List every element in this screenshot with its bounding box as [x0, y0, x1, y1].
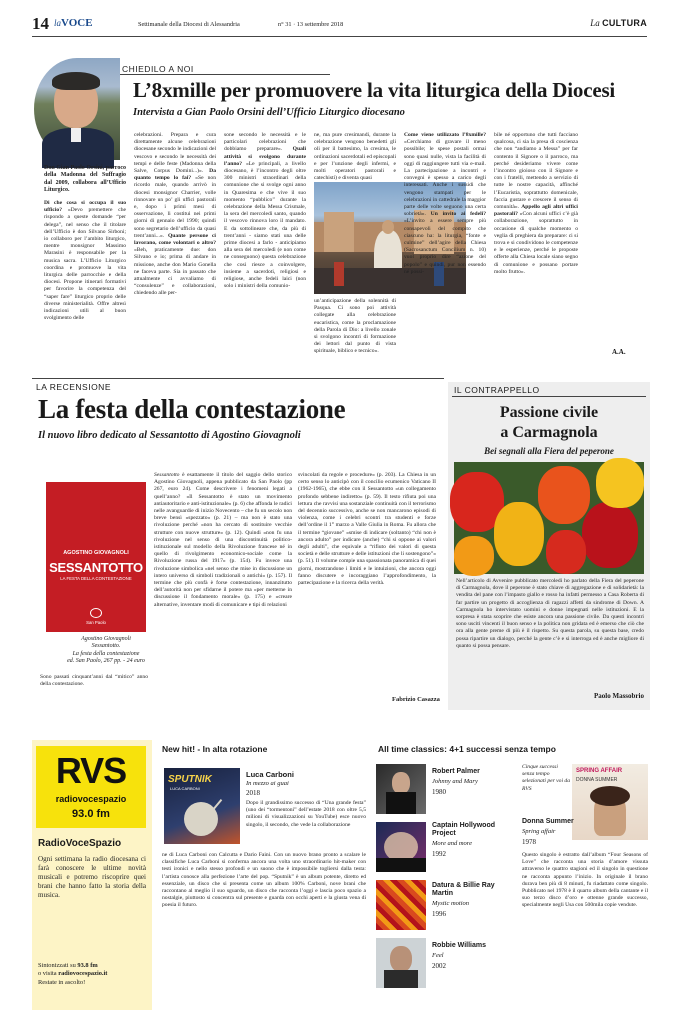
tune-prefix-2: o visita: [38, 970, 59, 978]
contrappello-body: Nell’articolo di Avvenire pubblicato mercoledì ho parlato della Fiera del peperone di Carmagnola, dove il peperone è stato chiave di aggregazione e di solidarietà: la vendita del pane con l’impasto giallo e rosso ha infatti permesso a Casa Roberta di far partire un progetto di accoglienza di ragazzi affetti da sindrome di Down. A Carmagnola ho intervistato uomini e donne impegnati nelle istituzioni. E la sorpresa è stata scoprire che esiste ancora una passione civile. Da questi incontri sono usciti vincenti il buon senso e la politica non gridata ed è emerso che ciò che ora alla gente preme di più è il rispetto. Su questa parola, su questa base, credo possa ripartire un dialogo, perché la gente c’è e si interroga ed è anche migliore di quanto si possa pensare.: [456, 578, 644, 649]
rvs-frequency: 93.0 fm: [72, 808, 110, 820]
book-author: AGOSTINO GIOVAGNOLI: [63, 550, 129, 556]
rvs-logo-subtitle: radiovocespazio: [55, 794, 127, 804]
peppers-photo: [454, 462, 644, 574]
album-art-title: SPUTNIK: [168, 774, 212, 785]
newspaper-logo: [54, 17, 93, 29]
rvs-description: Ogni settimana la radio diocesana ci farà conoscere le ultime novità musicali e potremo riscoprire quei brani che hanno fatto la storia della musica.: [38, 855, 146, 900]
book-caption-line-2: Sessantotto.: [91, 643, 121, 650]
rvs-heading: RadioVoceSpazio: [38, 838, 122, 849]
interview-col-2: celebrazioni. Prepara e cura direttamente alcune celebrazioni diocesane secondo le indicazioni del vescovo e secondo le necessità dei tempi e delle feste (Madonna della Salve, Corpus Domini...)». Da quanto tempo lo fai? «Se non ricordo male, quando arrivò in diocesi monsignor Charrier, volle rinnovare un po’ gli uffici pastorali e, dopo i primi mesi di osservazione, li costituì nei primi giorni di gennaio del 1990; quindi sono segretario dell’ufficio da quasi trent’anni...». Quante persone ci lavorano, come volontari o altro? «Beh, praticamente due: don Silvano e io; prima di andare in missione, anche don Mario Gonella ne faceva parte. Sia in passato che attualmente ci avvaliamo di “consulenze” e collaborazioni, chiedendo alle per-: [134, 132, 216, 297]
new-hit-intro: Dopo il grandissimo successo di “Una grande festa” (uno dei “tormentoni” dell’estate 2018 con oltre 5,5 milioni di visualizzazioni su YouTube) esce nuovo singolo, il secondo, che vede la collaborazione: [246, 800, 366, 828]
featured-song: Spring affair: [522, 828, 556, 835]
tune-frequency: 93.8 fm: [77, 962, 98, 969]
interview-col-4-top: ne, ma pure cresimandi, durante la celebrazione vengono benedetti gli oli per il battesimo, la cresima, le ordinazioni sacerdotali ed episcopali e per l’unzione degli infermi, e molti operatori pastorali e catechisti) e diventa quasi: [314, 132, 396, 182]
classic-3-artist: Datura & Billie Ray Martin: [432, 882, 495, 897]
review-col-1: Sono passati cinquant’anni dal “mitico” anno della contestazione.: [40, 674, 148, 688]
tune-website-link[interactable]: radiovocespazio.it: [58, 970, 108, 978]
classic-1-artist: Robert Palmer: [432, 768, 480, 775]
classic-4-year: 2002: [432, 962, 446, 970]
book-caption-line-4: ed. San Paolo, 267 pp. - 24 euro: [67, 658, 145, 665]
new-hit-song: In mezzo ai guai: [246, 780, 289, 787]
rvs-logo-text: RVS: [55, 750, 127, 791]
rvs-logo: [36, 746, 146, 828]
interview-signature: A.A.: [612, 348, 626, 356]
section-name: CULTURA: [602, 18, 647, 28]
publisher-logo-icon: [90, 608, 102, 618]
interview-subtitle: Intervista a Gian Paolo Orsini dell’Ufficio Liturgico diocesano: [133, 107, 405, 118]
featured-year: 1978: [522, 838, 536, 846]
classic-2-artist: Captain Hollywood Project: [432, 822, 495, 837]
rvs-tune-in: [38, 962, 150, 996]
interview-title: L’8xmille per promuovere la vita liturgica della Diocesi: [133, 78, 616, 102]
featured-artist: Donna Summer: [522, 818, 574, 825]
classic-1-song: Johnny and Mary: [432, 778, 478, 785]
tune-line-3: Restate in ascolto!: [38, 978, 86, 986]
sputnik-album-art: [164, 768, 240, 844]
review-subtitle: Il nuovo libro dedicato al Sessantotto di Agostino Giovagnoli: [38, 430, 301, 441]
interview-kicker: CHIEDILO A NOI: [122, 64, 194, 74]
section-prefix: La: [590, 18, 600, 28]
new-hit-artist: Luca Carboni: [246, 770, 294, 779]
book-caption: [56, 636, 156, 670]
classic-cover-2: [376, 822, 426, 872]
classic-1-year: 1980: [432, 788, 446, 796]
header-rule: [32, 36, 647, 37]
logo-voce: VOCE: [61, 17, 93, 29]
contrappello-signature: Paolo Massobrio: [594, 692, 644, 700]
review-col-2: Sessantotto è esattamente il titolo del saggio dello storico Agostino Giovagnoli, appena pubblicato da San Paolo (pp 267, euro 24). Come descrivere i fenomeni legati a quell’anno? «Il Sessantotto è stato un movimento antiautoritario e anti-istituzionale» (p. 6) che affonda le radici nelle avanguardie di inizio Novecento – che fu un secolo non breve bensì «spezzato» (p. 21) – ma non è stato una rivoluzione perché «non ha cercato di sostituire vecchie strutture con nuove strutture» (p. 12). Quindi «non fu una rivoluzione nel senso di una discontinuità politico-istituzionale sul modello della Rivoluzione francese né in quello di rivolgimento economico-sociale come la Rivoluzione russa del 1917» (p. 154). Fu invece una rivoluzione simbolica «nel senso che mise in discussione un intero universo di simboli tradizionali o antichi» (p. 157). Il termine che più confà è forse contestazione, innanzitutto dell’autorità non per sfidarne il potere ma «per metterne in discussione il fondamento morale» (p. 175) e «creare alternative, inventare modi di comunicare e tipi di relazioni: [154, 472, 292, 608]
interview-col-4-bottom: un’anticipazione della solennità di Pasqua. Ci sono poi attività collegate alla celebrazione eucaristica, come la proclamazione della Parola di Dio: a livello zonale si svolgono incontri di formazione dei lettori dal punto di vista spirituale, biblico e tecnico».: [314, 298, 396, 355]
review-title: La festa della contestazione: [38, 394, 346, 424]
contrappello-subtitle: Bei segnali alla Fiera del peperone: [484, 446, 614, 456]
classic-3-song: Mystic motion: [432, 900, 470, 907]
classics-body: Questo singolo è estratto dall’album “Four Seasons of Love” che racconta una storia d’amore vissuta attraverso le quattro stagioni ed il singolo in questione ne racconta appunto l’inizio. In originale il brano durava ben più di 8 minuti, fu riadattato come singolo. Pubblicato nel 1978 è il quarto album della cantante e il suo terzo disco d’oro e ottenne grande successo, specialmente negli Usa con 500mila copie vendute.: [522, 852, 648, 909]
review-top-rule: [32, 378, 444, 379]
classics-intro: Cinque successi senza tempo selezionati per voi da RVS: [522, 764, 571, 792]
featured-art-title: SPRING AFFAIR: [576, 768, 623, 774]
book-cover: [46, 482, 146, 632]
page-number: 14: [32, 14, 49, 33]
book-caption-line-1: Agostino Giovagnoli: [81, 636, 131, 642]
contrappello-title-1: Passione civile: [499, 404, 599, 421]
interview-col-5: Come viene utilizzato l’8xmille? «Cerchiamo di gravare il meno possibile; le spese postali ormai sono quasi nulle, vista la facilità di oggi di raggiungere tutti via e-mail. La partecipazione a incontri e convegni è spesso a carico degli interessati. Anche i sussidi che vengono stampati per le celebrazioni in cattedrale la maggior parte delle volte seguono una certa sobrietà». Un invito ai fedeli? «L’invito a essere sempre più consapevoli del compito che ciascuno ha: la liturgia, “fonte e culmine” dell’agire della Chiesa (Sacrosanctum Concilium n. 10) vuol proprio dire “azione del popolo” e quindi, pur non essendo né possi-: [404, 132, 486, 275]
book-publisher: San Paolo: [86, 620, 106, 625]
classic-3-year: 1996: [432, 910, 446, 918]
interview-col-3: sone secondo le necessità e le particolari celebrazioni che dobbiamo preparare». Quali attività si svolgono durante l’anno? «Le principali, a livello diocesano, è l’incontro degli oltre 300 ministri straordinari della comunione che si svolge ogni anno in Quaresima e che vive il suo momento “pubblico” durante la celebrazione della Messa Crismale, la sera del mercoledì santo, quando il vescovo rinnova loro il mandato. E da sottolineare che, da più di trent’anni - siamo stati una delle prime diocesi a farlo - anticipiamo alla sera del mercoledì (e non come ne conseguono) questa celebrazione che così riesce a coinvolgere, insieme a sacerdoti, religiosi e religiose, anche fedeli laici (non solo i ministri della comunio-: [224, 132, 306, 290]
new-hit-header: New hit! - In alta rotazione: [162, 744, 268, 754]
book-subtitle: LA FESTA DELLA CONTESTAZIONE: [60, 576, 132, 581]
logo-la: la: [54, 18, 62, 28]
new-hit-body: ne di Luca Carboni con Calcutta e Dario Faini. Con un nuovo brano pronto a scalare le classifiche Luca Carboni si conferma ancora una volta uno straordinario hit-maker con testi ironici e nello stesso profondi e un suono che è impossibile togliersi dalla testa: l’artista conosce alla perfezione l’arte del pop. “Sputnik” è un album potente, diretto ed essenziale, un disco che si presenta come un album 100% Carboni, nove brani che raccontano al meglio il suo sguardo, un disco che racconta l’oggi e lascia poco spazio a nostalgie, piuttosto si concentra sul presente e guarda con occhi aperti e la giusta vena di poesia il futuro.: [162, 852, 366, 909]
contrappello-rule: [452, 396, 646, 397]
classics-header: All time classics: 4+1 successi senza tempo: [378, 744, 556, 754]
book-caption-line-3: La festa della contestazione: [72, 650, 140, 657]
portrait-photo: [34, 58, 120, 160]
review-signature: Fabrizio Casazza: [392, 696, 440, 703]
new-hit-year: 2018: [246, 789, 260, 797]
review-kicker: LA RECENSIONE: [36, 382, 111, 392]
interview-col-1: Di che cosa si occupa il suo ufficio? «Devo premettere che rispondo a queste domande “per delega”, nel senso che il titolare dell’Ufficio è don Silvano Sirboni; io collaboro per l’ambito liturgico, mentre monsignor Massimo Marasini è responsabile per la musica sacra. L’Ufficio Liturgico coordina e promuove la vita liturgica delle parrocchie e della diocesi. Propone itinerari formativi per favorire la competenza del “saper fare” liturgico proprio delle diverse ministerialità. Offre altresì indicazioni utili al buon svolgimento delle: [44, 200, 126, 322]
contrappello-title-2: a Carmagnola: [500, 424, 598, 441]
tune-prefix-1: Sintonizzati su: [38, 962, 78, 969]
section-label: [590, 18, 647, 28]
interview-col-6: bile né opportuno che tutti facciano qualcosa, ci sia la presa di coscienza che non “andiamo a Messa” per far contento il Signore o il parroco, ma perché desideriamo vivere come l’incontro gioioso con il Signore e con i fratelli, mettendo a servizio di tutte le nostre capacità, affinché l’Eucaristia, soprattutto domenicale, faccia gustare e crescere il senso di comunità». Appello agli altri uffici pastorali? «Con alcuni uffici c’è già collaborazione, soprattutto in occasione di qualche momento o veglia di preghiera da preparare: ci si trova e si condividono le competenze e le esperienze, perché le proposte offerte alla Chiesa locale siano segno di comunione e possano portare molto frutto».: [494, 132, 578, 275]
classic-4-artist: Robbie Williams: [432, 942, 487, 949]
featured-art-artist: DONNA SUMMER: [576, 777, 618, 783]
classic-2-year: 1992: [432, 850, 446, 858]
photo-caption: Don Gian Paolo Orsini, parroco della Madonna del Suffragio dal 2009, collabora all’Ufficio Liturgico.: [44, 165, 126, 194]
newspaper-subtitle: Settimanale della Diocesi di Alessandria: [138, 21, 240, 28]
kicker-rule: [120, 74, 330, 75]
book-title: SESSANTOTTO: [49, 560, 143, 575]
album-art-artist: LUCA CARBONI: [170, 786, 200, 791]
tune-line-2: [38, 970, 150, 978]
page-header: [32, 14, 647, 36]
classic-4-song: Feel: [432, 952, 444, 959]
review-col-3: svincolati da regole e procedure» (p. 203). La Chiesa in un certo senso lo anticipò con il concilio ecumenico Vaticano II (1962-1965), che ebbe con il Sessantotto «un collegamento profondo sebbene indiretto» (p. 59). Il testo rifiuta poi una lettura che ravvisi una sostanziale continuità con il terrorismo del decennio successivo, anche se non mancarono episodi di violenza, come i celebri scontri tra studenti e forze dell’ordine il 1° marzo a Valle Giulia in Roma. Fu allora che il termine “giovane” «smise di indicare (soltanto) “chi non è ancora adulto” per indicare (anche) “chi si oppone ai valori degli adulti”, che equivale a “rifiuto dei valori di questa società e delle strutture e delle istituzioni che li sostengono”» (p. 51). Il volume compie una spassionata panoramica di quei giorni, mostrandone i limiti e le intuizioni, che ancora oggi fanno discutere e incoraggiano l’approfondimento, la partecipazione e la ricerca della verità.: [298, 472, 436, 587]
classic-2-song: More and more: [432, 840, 472, 847]
tune-line-1: [38, 962, 150, 970]
issue-info: n° 31 · 13 settembre 2018: [278, 21, 344, 28]
spring-affair-album-art: [572, 764, 648, 840]
classic-cover-4: [376, 938, 426, 988]
classic-cover-1: [376, 764, 426, 814]
classic-cover-3: [376, 880, 426, 930]
contrappello-kicker: IL CONTRAPPELLO: [454, 385, 540, 395]
